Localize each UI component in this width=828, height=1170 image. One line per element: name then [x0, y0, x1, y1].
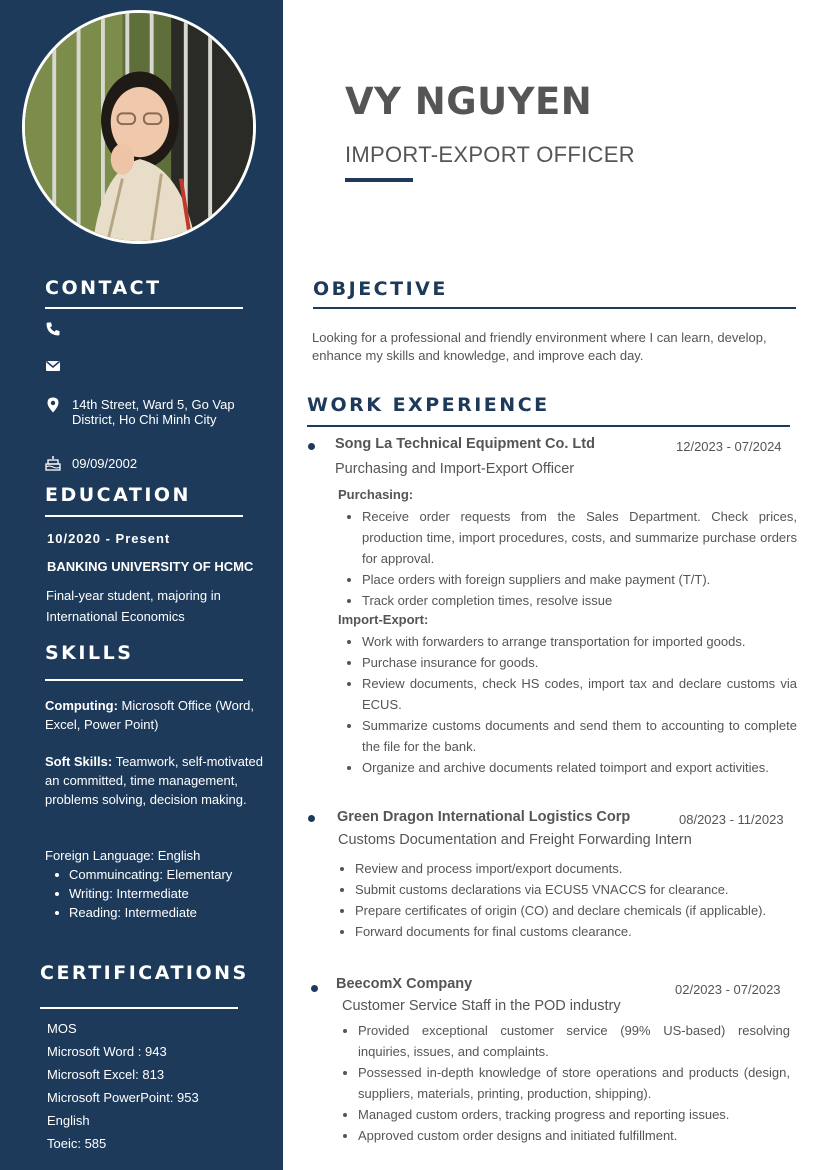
address-text: 14th Street, Ward 5, Go Vap District, Ho Chi Minh City — [72, 397, 235, 427]
sidebar — [0, 0, 283, 1170]
soft-skills — [45, 752, 265, 809]
language-list — [45, 865, 265, 922]
certification-item: Microsoft Excel: 813 — [47, 1067, 165, 1082]
job-role: Customer Service Staff in the POD industry — [342, 998, 621, 1014]
certification-item: Microsoft PowerPoint: 953 — [47, 1090, 199, 1105]
certifications-heading: CERTIFICATIONS — [40, 962, 249, 984]
job-subsection-label: Import-Export: — [338, 612, 429, 627]
list-item: Submit customs declarations via ECUS5 VNACCS for clearance. — [335, 879, 790, 900]
language-item: Reading: Intermediate — [45, 903, 265, 922]
list-item: Approved custom order designs and initiated fulfillment. — [338, 1125, 790, 1146]
phone-icon — [45, 321, 61, 337]
job-bullet-marker — [311, 985, 318, 992]
certification-item: Toeic: 585 — [47, 1136, 107, 1151]
job-duties-list — [335, 858, 790, 942]
list-item: Work with forwarders to arrange transportation for imported goods. — [342, 631, 797, 652]
phone-row — [45, 321, 61, 337]
job-duties-list — [342, 506, 797, 611]
certification-item: English — [47, 1113, 90, 1128]
list-item: Review and process import/export documents. — [335, 858, 790, 879]
objective-text: Looking for a professional and friendly environment where I can learn, develop, enhance my skills and knowledge, and improve each day. — [312, 330, 767, 363]
list-item: Possessed in-depth knowledge of store operations and products (design, suppliers, materials, printing, production, shipping). — [338, 1062, 790, 1104]
education-date: 10/2020 - Present — [47, 531, 171, 546]
soft-skills-label: Soft Skills: — [45, 754, 113, 769]
list-item: Track order completion times, resolve issue — [342, 590, 797, 611]
objective-heading: OBJECTIVE — [313, 278, 448, 300]
computing-value: Microsoft Office (Word, Excel, Power Point) — [45, 698, 254, 732]
education-school: BANKING UNIVERSITY OF HCMC — [47, 559, 254, 574]
list-item: Place orders with foreign suppliers and make payment (T/T). — [342, 569, 797, 590]
birthday-row — [45, 454, 237, 472]
candidate-title: IMPORT-EXPORT OFFICER — [345, 142, 635, 167]
list-item: Provided exceptional customer service (99% US-based) resolving inquiries, issues, and complaints. — [338, 1020, 790, 1062]
work-experience-divider — [307, 425, 790, 427]
language-skills — [45, 846, 265, 922]
list-item: Managed custom orders, tracking progress and reporting issues. — [338, 1104, 790, 1125]
certifications-divider — [40, 1007, 238, 1009]
title-accent-bar — [345, 178, 413, 182]
list-item: Organize and archive documents related toimport and export activities. — [342, 757, 797, 778]
job-company: Song La Technical Equipment Co. Ltd — [335, 436, 595, 452]
birthday-text: 09/09/2002 — [72, 455, 138, 471]
education-description: Final-year student, majoring in International Economics — [46, 588, 221, 624]
list-item: Review documents, check HS codes, import tax and declare customs via ECUS. — [342, 673, 797, 715]
candidate-name: VY NGUYEN — [345, 80, 593, 123]
job-date: 02/2023 - 07/2023 — [675, 982, 781, 997]
job-date: 12/2023 - 07/2024 — [676, 439, 782, 454]
profile-photo-image — [25, 13, 253, 241]
birthday-cake-icon — [45, 454, 61, 472]
certification-item: Microsoft Word : 943 — [47, 1044, 167, 1059]
list-item: Purchase insurance for goods. — [342, 652, 797, 673]
computing-label: Computing: — [45, 698, 118, 713]
job-bullet-marker — [308, 443, 315, 450]
contact-heading: CONTACT — [45, 277, 162, 299]
education-heading: EDUCATION — [45, 484, 191, 506]
certification-item: MOS — [47, 1021, 77, 1036]
job-subsection-label: Purchasing: — [338, 487, 414, 502]
job-company: Green Dragon International Logistics Corp — [337, 809, 631, 825]
job-duties-list — [338, 1020, 790, 1146]
address-row — [45, 397, 237, 427]
work-experience-heading: WORK EXPERIENCE — [307, 394, 550, 416]
job-company: BeecomX Company — [336, 976, 473, 992]
job-duties-list — [342, 631, 797, 778]
computing-skill — [45, 696, 265, 734]
language-label: Foreign Language: English — [45, 848, 201, 863]
list-item: Summarize customs documents and send them to accounting to complete the file for the bank. — [342, 715, 797, 757]
job-role: Purchasing and Import-Export Officer — [335, 461, 575, 477]
job-bullet-marker — [308, 815, 315, 822]
job-role: Customs Documentation and Freight Forwarding Intern — [338, 832, 692, 848]
email-row — [45, 358, 61, 374]
skills-heading: SKILLS — [45, 642, 134, 664]
mail-icon — [45, 358, 61, 374]
objective-divider — [313, 307, 796, 309]
language-item: Writing: Intermediate — [45, 884, 265, 903]
list-item: Forward documents for final customs clearance. — [335, 921, 790, 942]
education-divider — [45, 515, 243, 517]
language-item: Commuincating: Elementary — [45, 865, 265, 884]
list-item: Receive order requests from the Sales Department. Check prices, production time, import procedures, costs, and summarize purchase orders for approval. — [342, 506, 797, 569]
list-item: Prepare certificates of origin (CO) and declare chemicals (if applicable). — [335, 900, 790, 921]
profile-photo — [22, 10, 256, 244]
soft-skills-value: Teamwork, self-motivated an committed, time management, problems solving, decision making. — [45, 754, 263, 807]
certification-list — [47, 1017, 199, 1155]
contact-divider — [45, 307, 243, 309]
job-date: 08/2023 - 11/2023 — [679, 812, 784, 827]
skills-divider — [45, 679, 243, 681]
location-pin-icon — [45, 397, 61, 413]
